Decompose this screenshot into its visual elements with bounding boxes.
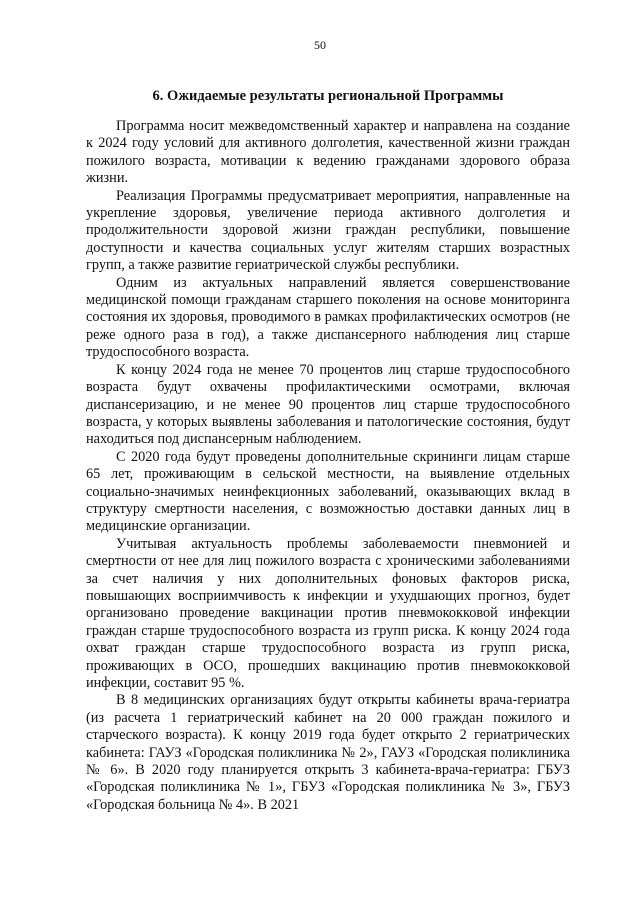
paragraph: С 2020 года будут проведены дополнительные скрининги лицам старше 65 лет, проживающим в сельской местности, на выявление отдельных социально-значимых неинфекционных заболеваний, оказывающих вклад в структуру смертности населения, с возможностью доставки данных лиц в медицинские организации. xyxy=(86,448,570,535)
page-number: 50 xyxy=(314,38,326,52)
paragraph: Программа носит межведомственный характер и направлена на создание к 2024 году условий для активного долголетия, качественной жизни граждан пожилого возраста, мотивации к ведению гражданами здорового образа жизни. xyxy=(86,118,570,187)
body-text xyxy=(86,118,570,814)
paragraph: Учитывая актуальность проблемы заболеваемости пневмонией и смертности от нее для лиц пожилого возраста с хроническими заболеваниями за счет наличия у них дополнительных фоновых факторов риска, повышающих восприимчивость к инфекции и ухудшающих прогноз, будет организовано проведение вакцинации против пневмококковой инфекции граждан старше трудоспособного возраста из групп риска. К концу 2024 года охват граждан старше трудоспособного возраста из групп риска, проживающих в ОСО, прошедших вакцинацию против пневмококковой инфекции, составит 95 %. xyxy=(86,535,570,691)
section-title: 6. Ожидаемые результаты региональной Программы xyxy=(152,88,504,104)
paragraph: Реализация Программы предусматривает мероприятия, направленные на укрепление здоровья, увеличение периода активного долголетия и продолжительности здоровой жизни граждан республики, повышение доступности и качества социальных услуг жителям старших возрастных групп, а также развитие гериатрической службы республики. xyxy=(86,187,570,274)
paragraph: Одним из актуальных направлений является совершенствование медицинской помощи гражданам старшего поколения на основе мониторинга состояния их здоровья, проводимого в рамках профилактических осмотров (не реже одного раза в год), а также диспансерного наблюдения лиц старше трудоспособного возраста. xyxy=(86,274,570,361)
paragraph: В 8 медицинских организациях будут открыты кабинеты врача-гериатра (из расчета 1 гериатрический кабинет на 20 000 граждан пожилого и старческого возраста). К концу 2019 года будет открыто 2 гериатрических кабинета: ГАУЗ «Городская поликлиника № 2», ГАУЗ «Городская поликлиника № 6». В 2020 году планируется открыть 3 кабинета-врача-гериатра: ГБУЗ «Городская поликлиника № 1», ГБУЗ «Городская поликлиника № 3», ГБУЗ «Городская больница № 4». В 2021 xyxy=(86,692,570,813)
paragraph: К концу 2024 года не менее 70 процентов лиц старше трудоспособного возраста будут охвачены профилактическими осмотрами, включая диспансеризацию, и не менее 90 процентов лиц старше трудоспособного возраста, у которых выявлены заболевания и патологические состояния, будут находиться под диспансерным наблюдением. xyxy=(86,361,570,448)
